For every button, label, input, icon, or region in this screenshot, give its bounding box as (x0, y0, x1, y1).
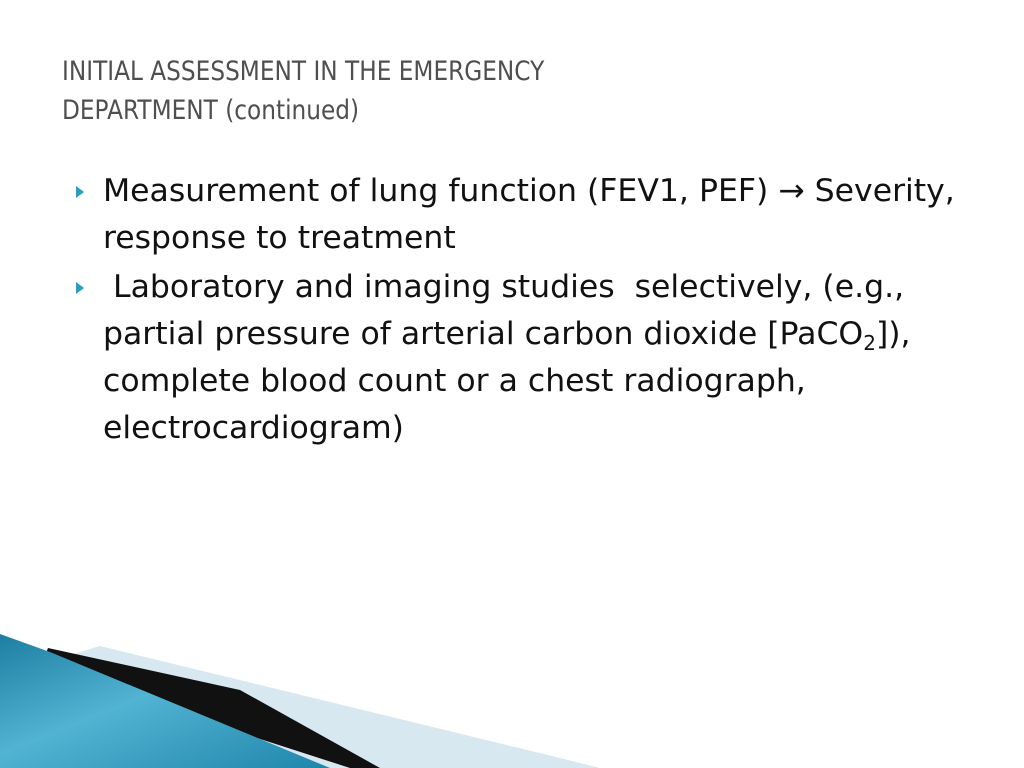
bullet-text-part: ]), complete blood count or a chest radiograph, electrocardiogram) (103, 316, 931, 446)
bullet-text: Measurement of lung function (FEV1, PEF) → Severity, response to treatment (103, 173, 965, 256)
decorative-corner-graphic (0, 628, 1024, 768)
bullet-list (76, 168, 965, 454)
slide-title-line-2: DEPARTMENT (continued) (62, 95, 360, 126)
slide-title (62, 52, 836, 130)
subscript-text: 2 (863, 331, 876, 355)
bullet-text-part: Laboratory and imaging studies selectively, (e.g., partial pressure of arterial carbon dioxide [PaCO (103, 269, 915, 352)
bullet-item (76, 168, 965, 262)
triangle-right-icon (76, 282, 84, 294)
bullet-text (103, 269, 931, 446)
slide-title-line-1: INITIAL ASSESSMENT IN THE EMERGENCY (62, 56, 545, 87)
bullet-item (76, 264, 956, 452)
triangle-right-icon (76, 186, 84, 198)
